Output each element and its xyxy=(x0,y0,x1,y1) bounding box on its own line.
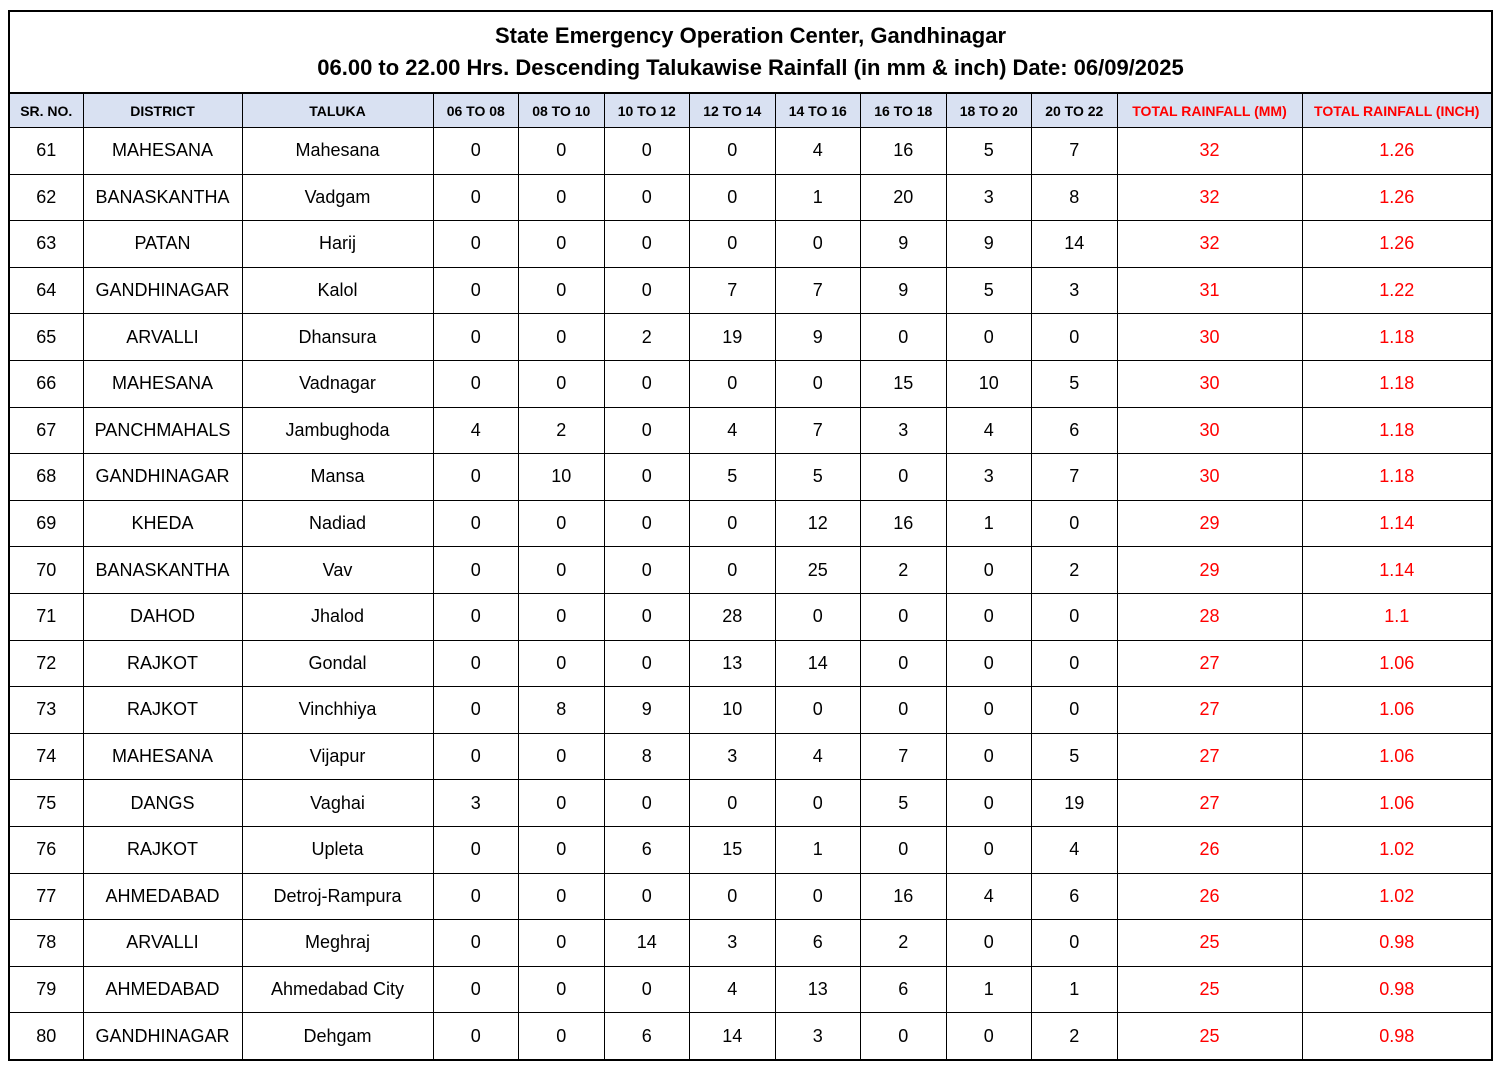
rainfall-slot-cell: 0 xyxy=(861,454,947,501)
taluka-cell: Gondal xyxy=(242,640,433,687)
rainfall-slot-cell: 16 xyxy=(861,873,947,920)
taluka-cell: Dhansura xyxy=(242,314,433,361)
rainfall-slot-cell: 0 xyxy=(1032,920,1118,967)
rainfall-slot-cell: 0 xyxy=(604,360,690,407)
rainfall-slot-cell: 6 xyxy=(1032,407,1118,454)
rainfall-slot-cell: 0 xyxy=(690,221,776,268)
rainfall-slot-cell: 4 xyxy=(775,733,861,780)
total-mm-cell: 25 xyxy=(1117,920,1302,967)
rainfall-slot-cell: 0 xyxy=(604,128,690,175)
rainfall-slot-cell: 7 xyxy=(775,267,861,314)
district-cell: KHEDA xyxy=(83,500,242,547)
table-row xyxy=(10,593,1491,640)
table-row xyxy=(10,407,1491,454)
rainfall-slot-cell: 15 xyxy=(690,826,776,873)
rainfall-slot-cell: 0 xyxy=(519,221,605,268)
rainfall-slot-cell: 0 xyxy=(1032,640,1118,687)
rainfall-slot-cell: 19 xyxy=(690,314,776,361)
total-inch-cell: 1.02 xyxy=(1302,826,1491,873)
rainfall-slot-cell: 0 xyxy=(690,174,776,221)
taluka-cell: Dehgam xyxy=(242,1013,433,1059)
rainfall-slot-cell: 1 xyxy=(946,500,1032,547)
table-row xyxy=(10,221,1491,268)
taluka-cell: Harij xyxy=(242,221,433,268)
district-cell: MAHESANA xyxy=(83,128,242,175)
taluka-cell: Jhalod xyxy=(242,593,433,640)
rainfall-slot-cell: 4 xyxy=(1032,826,1118,873)
rainfall-slot-cell: 0 xyxy=(690,547,776,594)
district-cell: MAHESANA xyxy=(83,360,242,407)
rainfall-slot-cell: 7 xyxy=(861,733,947,780)
total-mm-cell: 27 xyxy=(1117,733,1302,780)
rainfall-slot-cell: 15 xyxy=(861,360,947,407)
taluka-cell: Vadnagar xyxy=(242,360,433,407)
total-mm-cell: 29 xyxy=(1117,500,1302,547)
rainfall-slot-cell: 7 xyxy=(1032,128,1118,175)
rainfall-slot-cell: 14 xyxy=(604,920,690,967)
sr-no-cell: 75 xyxy=(10,780,83,827)
rainfall-slot-cell: 6 xyxy=(604,1013,690,1059)
rainfall-slot-cell: 3 xyxy=(775,1013,861,1059)
total-inch-cell: 1.26 xyxy=(1302,128,1491,175)
rainfall-slot-cell: 0 xyxy=(604,221,690,268)
rainfall-slot-cell: 0 xyxy=(433,221,519,268)
rainfall-slot-cell: 3 xyxy=(861,407,947,454)
rainfall-slot-cell: 5 xyxy=(775,454,861,501)
rainfall-slot-cell: 0 xyxy=(1032,500,1118,547)
rainfall-slot-cell: 8 xyxy=(604,733,690,780)
table-row xyxy=(10,547,1491,594)
rainfall-slot-cell: 0 xyxy=(690,780,776,827)
total-mm-cell: 26 xyxy=(1117,826,1302,873)
total-mm-cell: 30 xyxy=(1117,454,1302,501)
district-cell: BANASKANTHA xyxy=(83,547,242,594)
rainfall-slot-cell: 0 xyxy=(433,360,519,407)
table-row xyxy=(10,360,1491,407)
total-inch-cell: 1.18 xyxy=(1302,360,1491,407)
rainfall-slot-cell: 0 xyxy=(433,1013,519,1059)
rainfall-slot-cell: 0 xyxy=(775,687,861,734)
rainfall-slot-cell: 0 xyxy=(519,314,605,361)
total-mm-cell: 30 xyxy=(1117,314,1302,361)
rainfall-slot-cell: 0 xyxy=(946,826,1032,873)
total-mm-cell: 27 xyxy=(1117,780,1302,827)
table-row xyxy=(10,966,1491,1013)
col-header-18-to-20: 18 TO 20 xyxy=(946,94,1032,128)
rainfall-slot-cell: 9 xyxy=(775,314,861,361)
col-header-08-to-10: 08 TO 10 xyxy=(519,94,605,128)
rainfall-slot-cell: 1 xyxy=(946,966,1032,1013)
rainfall-slot-cell: 0 xyxy=(861,314,947,361)
district-cell: RAJKOT xyxy=(83,687,242,734)
sr-no-cell: 72 xyxy=(10,640,83,687)
rainfall-slot-cell: 0 xyxy=(946,314,1032,361)
col-header-06-to-08: 06 TO 08 xyxy=(433,94,519,128)
rainfall-slot-cell: 8 xyxy=(519,687,605,734)
total-inch-cell: 1.26 xyxy=(1302,221,1491,268)
col-header-12-to-14: 12 TO 14 xyxy=(690,94,776,128)
col-header-total-inch: TOTAL RAINFALL (INCH) xyxy=(1302,94,1491,128)
taluka-cell: Detroj-Rampura xyxy=(242,873,433,920)
rainfall-slot-cell: 1 xyxy=(1032,966,1118,1013)
rainfall-slot-cell: 0 xyxy=(604,174,690,221)
table-row xyxy=(10,174,1491,221)
sr-no-cell: 79 xyxy=(10,966,83,1013)
sr-no-cell: 76 xyxy=(10,826,83,873)
rainfall-slot-cell: 1 xyxy=(775,826,861,873)
total-inch-cell: 1.22 xyxy=(1302,267,1491,314)
district-cell: BANASKANTHA xyxy=(83,174,242,221)
table-row xyxy=(10,687,1491,734)
rainfall-slot-cell: 0 xyxy=(604,454,690,501)
total-mm-cell: 28 xyxy=(1117,593,1302,640)
rainfall-slot-cell: 10 xyxy=(519,454,605,501)
rainfall-slot-cell: 0 xyxy=(861,593,947,640)
rainfall-slot-cell: 0 xyxy=(519,966,605,1013)
col-header-taluka: TALUKA xyxy=(242,94,433,128)
sr-no-cell: 73 xyxy=(10,687,83,734)
table-row xyxy=(10,267,1491,314)
district-cell: ARVALLI xyxy=(83,920,242,967)
rainfall-slot-cell: 0 xyxy=(946,547,1032,594)
rainfall-slot-cell: 10 xyxy=(690,687,776,734)
rainfall-slot-cell: 6 xyxy=(604,826,690,873)
rainfall-slot-cell: 0 xyxy=(1032,687,1118,734)
rainfall-slot-cell: 0 xyxy=(604,873,690,920)
district-cell: GANDHINAGAR xyxy=(83,1013,242,1059)
rainfall-slot-cell: 5 xyxy=(946,267,1032,314)
rainfall-slot-cell: 0 xyxy=(433,733,519,780)
district-cell: DANGS xyxy=(83,780,242,827)
rainfall-slot-cell: 0 xyxy=(861,826,947,873)
rainfall-slot-cell: 19 xyxy=(1032,780,1118,827)
total-inch-cell: 1.06 xyxy=(1302,733,1491,780)
total-inch-cell: 1.06 xyxy=(1302,640,1491,687)
rainfall-slot-cell: 4 xyxy=(775,128,861,175)
total-inch-cell: 1.14 xyxy=(1302,547,1491,594)
rainfall-slot-cell: 0 xyxy=(946,1013,1032,1059)
rainfall-slot-cell: 0 xyxy=(519,640,605,687)
table-row xyxy=(10,128,1491,175)
rainfall-slot-cell: 0 xyxy=(519,1013,605,1059)
rainfall-slot-cell: 0 xyxy=(946,593,1032,640)
rainfall-slot-cell: 0 xyxy=(433,593,519,640)
rainfall-slot-cell: 0 xyxy=(946,780,1032,827)
rainfall-slot-cell: 3 xyxy=(433,780,519,827)
sr-no-cell: 62 xyxy=(10,174,83,221)
rainfall-slot-cell: 3 xyxy=(690,920,776,967)
total-inch-cell: 0.98 xyxy=(1302,966,1491,1013)
total-inch-cell: 1.1 xyxy=(1302,593,1491,640)
district-cell: PATAN xyxy=(83,221,242,268)
rainfall-slot-cell: 0 xyxy=(775,360,861,407)
district-cell: ARVALLI xyxy=(83,314,242,361)
total-mm-cell: 25 xyxy=(1117,1013,1302,1059)
table-row xyxy=(10,920,1491,967)
district-cell: MAHESANA xyxy=(83,733,242,780)
rainfall-slot-cell: 6 xyxy=(1032,873,1118,920)
taluka-cell: Ahmedabad City xyxy=(242,966,433,1013)
rainfall-slot-cell: 2 xyxy=(861,920,947,967)
rainfall-slot-cell: 7 xyxy=(690,267,776,314)
sr-no-cell: 63 xyxy=(10,221,83,268)
rainfall-report-sheet xyxy=(8,10,1493,1061)
rainfall-slot-cell: 0 xyxy=(519,826,605,873)
rainfall-slot-cell: 3 xyxy=(1032,267,1118,314)
total-mm-cell: 27 xyxy=(1117,687,1302,734)
sr-no-cell: 77 xyxy=(10,873,83,920)
district-cell: AHMEDABAD xyxy=(83,873,242,920)
taluka-cell: Vadgam xyxy=(242,174,433,221)
rainfall-slot-cell: 7 xyxy=(1032,454,1118,501)
rainfall-slot-cell: 0 xyxy=(433,500,519,547)
rainfall-slot-cell: 2 xyxy=(1032,1013,1118,1059)
rainfall-slot-cell: 0 xyxy=(433,687,519,734)
rainfall-slot-cell: 12 xyxy=(775,500,861,547)
rainfall-slot-cell: 0 xyxy=(775,593,861,640)
rainfall-slot-cell: 14 xyxy=(690,1013,776,1059)
table-row xyxy=(10,826,1491,873)
total-mm-cell: 26 xyxy=(1117,873,1302,920)
sr-no-cell: 74 xyxy=(10,733,83,780)
table-row xyxy=(10,454,1491,501)
rainfall-slot-cell: 0 xyxy=(604,407,690,454)
rainfall-slot-cell: 0 xyxy=(861,687,947,734)
rainfall-slot-cell: 2 xyxy=(604,314,690,361)
rainfall-slot-cell: 14 xyxy=(1032,221,1118,268)
rainfall-slot-cell: 0 xyxy=(519,733,605,780)
rainfall-slot-cell: 0 xyxy=(604,640,690,687)
rainfall-slot-cell: 0 xyxy=(775,873,861,920)
rainfall-slot-cell: 0 xyxy=(433,314,519,361)
rainfall-slot-cell: 13 xyxy=(775,966,861,1013)
total-mm-cell: 29 xyxy=(1117,547,1302,594)
total-inch-cell: 0.98 xyxy=(1302,920,1491,967)
rainfall-slot-cell: 5 xyxy=(861,780,947,827)
sr-no-cell: 69 xyxy=(10,500,83,547)
total-inch-cell: 1.18 xyxy=(1302,314,1491,361)
rainfall-slot-cell: 0 xyxy=(604,966,690,1013)
rainfall-slot-cell: 13 xyxy=(690,640,776,687)
total-inch-cell: 1.26 xyxy=(1302,174,1491,221)
rainfall-slot-cell: 2 xyxy=(1032,547,1118,594)
col-header-sr-no: SR. NO. xyxy=(10,94,83,128)
sr-no-cell: 70 xyxy=(10,547,83,594)
total-mm-cell: 32 xyxy=(1117,221,1302,268)
rainfall-slot-cell: 9 xyxy=(861,221,947,268)
rainfall-slot-cell: 0 xyxy=(946,920,1032,967)
total-inch-cell: 1.18 xyxy=(1302,407,1491,454)
table-row xyxy=(10,314,1491,361)
rainfall-slot-cell: 3 xyxy=(946,174,1032,221)
header-row xyxy=(10,94,1491,128)
table-row xyxy=(10,1013,1491,1059)
rainfall-slot-cell: 0 xyxy=(519,174,605,221)
rainfall-slot-cell: 0 xyxy=(519,780,605,827)
sr-no-cell: 67 xyxy=(10,407,83,454)
taluka-cell: Jambughoda xyxy=(242,407,433,454)
rainfall-slot-cell: 0 xyxy=(433,640,519,687)
total-inch-cell: 1.06 xyxy=(1302,687,1491,734)
rainfall-table xyxy=(10,94,1491,1059)
sr-no-cell: 68 xyxy=(10,454,83,501)
rainfall-slot-cell: 5 xyxy=(1032,733,1118,780)
col-header-total-mm: TOTAL RAINFALL (MM) xyxy=(1117,94,1302,128)
rainfall-slot-cell: 5 xyxy=(1032,360,1118,407)
report-title-block xyxy=(10,12,1491,94)
rainfall-slot-cell: 16 xyxy=(861,500,947,547)
total-mm-cell: 25 xyxy=(1117,966,1302,1013)
total-inch-cell: 1.18 xyxy=(1302,454,1491,501)
rainfall-slot-cell: 0 xyxy=(433,547,519,594)
rainfall-slot-cell: 2 xyxy=(861,547,947,594)
total-inch-cell: 1.06 xyxy=(1302,780,1491,827)
district-cell: AHMEDABAD xyxy=(83,966,242,1013)
rainfall-slot-cell: 4 xyxy=(690,407,776,454)
rainfall-slot-cell: 0 xyxy=(519,920,605,967)
rainfall-slot-cell: 0 xyxy=(433,267,519,314)
rainfall-slot-cell: 0 xyxy=(433,920,519,967)
total-mm-cell: 31 xyxy=(1117,267,1302,314)
col-header-14-to-16: 14 TO 16 xyxy=(775,94,861,128)
taluka-cell: Upleta xyxy=(242,826,433,873)
table-row xyxy=(10,873,1491,920)
rainfall-slot-cell: 0 xyxy=(604,500,690,547)
rainfall-slot-cell: 7 xyxy=(775,407,861,454)
rainfall-slot-cell: 9 xyxy=(861,267,947,314)
col-header-10-to-12: 10 TO 12 xyxy=(604,94,690,128)
rainfall-slot-cell: 0 xyxy=(946,640,1032,687)
rainfall-slot-cell: 10 xyxy=(946,360,1032,407)
rainfall-slot-cell: 0 xyxy=(519,593,605,640)
rainfall-slot-cell: 0 xyxy=(519,360,605,407)
total-mm-cell: 32 xyxy=(1117,128,1302,175)
rainfall-slot-cell: 0 xyxy=(604,780,690,827)
rainfall-slot-cell: 0 xyxy=(690,360,776,407)
col-header-16-to-18: 16 TO 18 xyxy=(861,94,947,128)
rainfall-slot-cell: 0 xyxy=(519,873,605,920)
rainfall-slot-cell: 0 xyxy=(861,1013,947,1059)
sr-no-cell: 66 xyxy=(10,360,83,407)
report-subtitle: 06.00 to 22.00 Hrs. Descending Talukawise Rainfall (in mm & inch) Date: 06/09/2025 xyxy=(317,55,1184,80)
total-mm-cell: 27 xyxy=(1117,640,1302,687)
table-row xyxy=(10,780,1491,827)
rainfall-slot-cell: 0 xyxy=(775,221,861,268)
table-row xyxy=(10,733,1491,780)
taluka-cell: Kalol xyxy=(242,267,433,314)
district-cell: GANDHINAGAR xyxy=(83,267,242,314)
rainfall-slot-cell: 0 xyxy=(519,547,605,594)
district-cell: PANCHMAHALS xyxy=(83,407,242,454)
rainfall-slot-cell: 0 xyxy=(604,593,690,640)
rainfall-slot-cell: 16 xyxy=(861,128,947,175)
sr-no-cell: 61 xyxy=(10,128,83,175)
rainfall-slot-cell: 1 xyxy=(775,174,861,221)
sr-no-cell: 78 xyxy=(10,920,83,967)
rainfall-slot-cell: 0 xyxy=(433,826,519,873)
rainfall-slot-cell: 4 xyxy=(946,873,1032,920)
rainfall-slot-cell: 0 xyxy=(433,873,519,920)
taluka-cell: Vijapur xyxy=(242,733,433,780)
sr-no-cell: 80 xyxy=(10,1013,83,1059)
rainfall-slot-cell: 0 xyxy=(690,873,776,920)
rainfall-slot-cell: 9 xyxy=(604,687,690,734)
district-cell: GANDHINAGAR xyxy=(83,454,242,501)
col-header-20-to-22: 20 TO 22 xyxy=(1032,94,1118,128)
total-inch-cell: 0.98 xyxy=(1302,1013,1491,1059)
rainfall-slot-cell: 3 xyxy=(946,454,1032,501)
report-title: State Emergency Operation Center, Gandhinagar xyxy=(494,23,1007,48)
rainfall-slot-cell: 4 xyxy=(690,966,776,1013)
rainfall-slot-cell: 6 xyxy=(775,920,861,967)
total-inch-cell: 1.02 xyxy=(1302,873,1491,920)
rainfall-slot-cell: 3 xyxy=(690,733,776,780)
rainfall-slot-cell: 0 xyxy=(946,733,1032,780)
total-inch-cell: 1.14 xyxy=(1302,500,1491,547)
taluka-cell: Nadiad xyxy=(242,500,433,547)
taluka-cell: Mansa xyxy=(242,454,433,501)
rainfall-slot-cell: 14 xyxy=(775,640,861,687)
total-mm-cell: 32 xyxy=(1117,174,1302,221)
rainfall-slot-cell: 0 xyxy=(604,267,690,314)
sr-no-cell: 71 xyxy=(10,593,83,640)
table-row xyxy=(10,500,1491,547)
rainfall-slot-cell: 0 xyxy=(519,267,605,314)
total-mm-cell: 30 xyxy=(1117,407,1302,454)
table-row xyxy=(10,640,1491,687)
col-header-district: DISTRICT xyxy=(83,94,242,128)
rainfall-slot-cell: 0 xyxy=(604,547,690,594)
rainfall-slot-cell: 0 xyxy=(433,454,519,501)
sr-no-cell: 65 xyxy=(10,314,83,361)
rainfall-slot-cell: 0 xyxy=(690,500,776,547)
rainfall-slot-cell: 0 xyxy=(519,500,605,547)
taluka-cell: Meghraj xyxy=(242,920,433,967)
rainfall-slot-cell: 5 xyxy=(690,454,776,501)
taluka-cell: Mahesana xyxy=(242,128,433,175)
rainfall-slot-cell: 0 xyxy=(1032,593,1118,640)
rainfall-slot-cell: 25 xyxy=(775,547,861,594)
district-cell: RAJKOT xyxy=(83,640,242,687)
rainfall-slot-cell: 5 xyxy=(946,128,1032,175)
rainfall-slot-cell: 6 xyxy=(861,966,947,1013)
rainfall-slot-cell: 20 xyxy=(861,174,947,221)
rainfall-slot-cell: 2 xyxy=(519,407,605,454)
rainfall-slot-cell: 0 xyxy=(690,128,776,175)
rainfall-slot-cell: 0 xyxy=(433,966,519,1013)
rainfall-slot-cell: 9 xyxy=(946,221,1032,268)
rainfall-slot-cell: 0 xyxy=(433,128,519,175)
total-mm-cell: 30 xyxy=(1117,360,1302,407)
rainfall-slot-cell: 0 xyxy=(519,128,605,175)
rainfall-slot-cell: 0 xyxy=(775,780,861,827)
rainfall-slot-cell: 4 xyxy=(946,407,1032,454)
district-cell: DAHOD xyxy=(83,593,242,640)
rainfall-slot-cell: 0 xyxy=(946,687,1032,734)
rainfall-slot-cell: 8 xyxy=(1032,174,1118,221)
rainfall-slot-cell: 4 xyxy=(433,407,519,454)
taluka-cell: Vinchhiya xyxy=(242,687,433,734)
sr-no-cell: 64 xyxy=(10,267,83,314)
district-cell: RAJKOT xyxy=(83,826,242,873)
taluka-cell: Vav xyxy=(242,547,433,594)
rainfall-slot-cell: 0 xyxy=(433,174,519,221)
rainfall-slot-cell: 0 xyxy=(1032,314,1118,361)
taluka-cell: Vaghai xyxy=(242,780,433,827)
rainfall-slot-cell: 28 xyxy=(690,593,776,640)
rainfall-slot-cell: 0 xyxy=(861,640,947,687)
